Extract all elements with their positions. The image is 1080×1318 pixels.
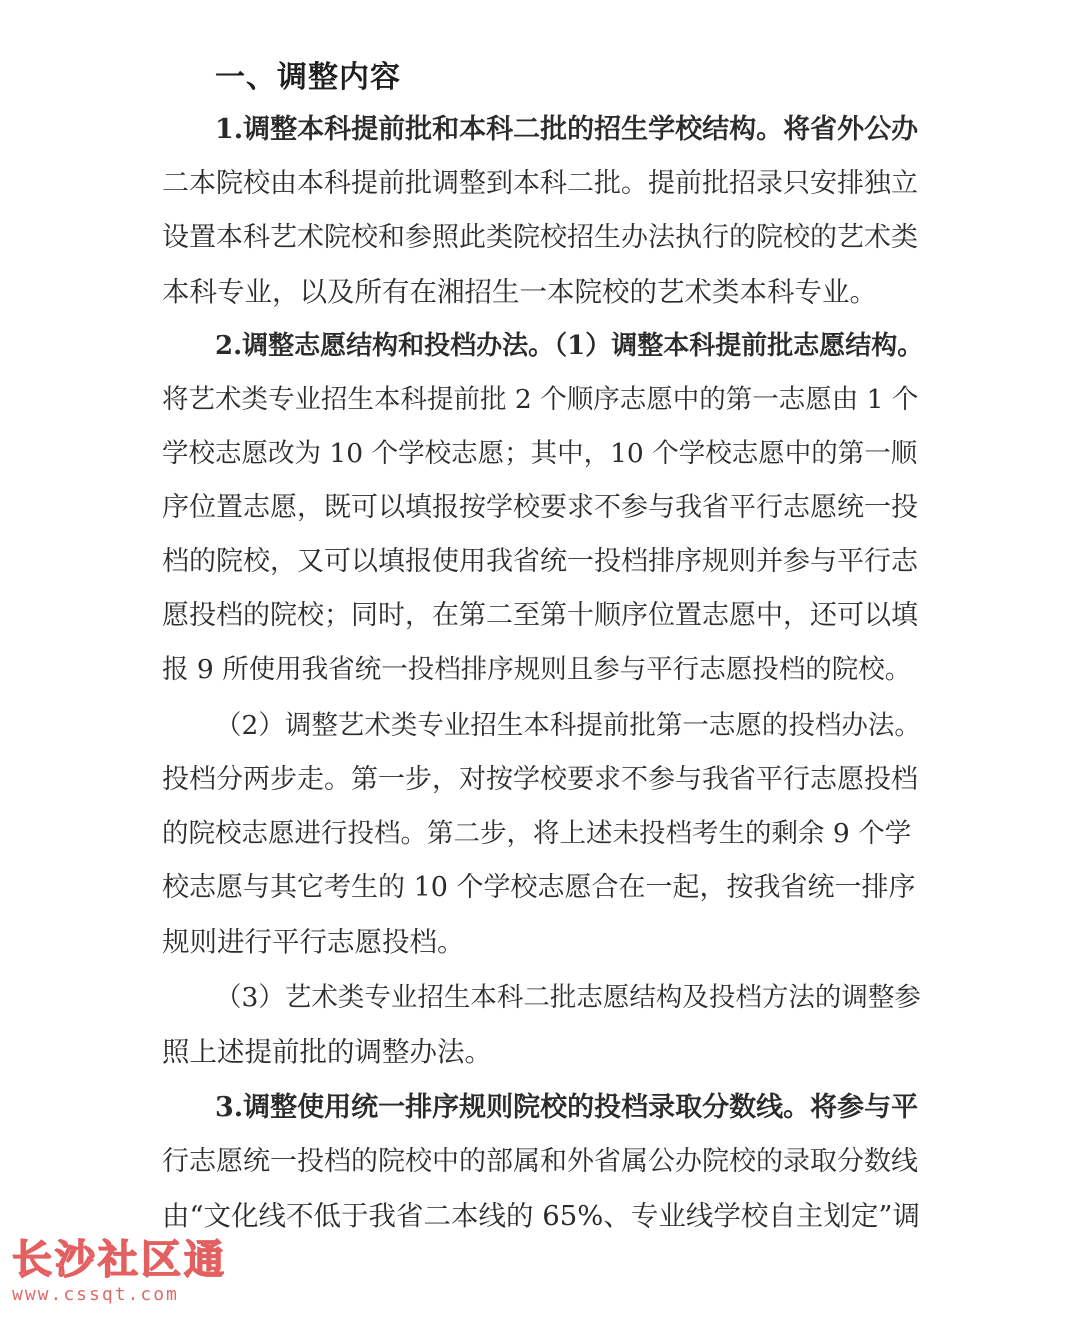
text-line: 学校志愿改为 10 个学校志愿；其中，10 个学校志愿中的第一顺 — [162, 438, 918, 469]
text-line: 由“文化线不低于我省二本线的 65%、专业线学校自主划定”调 — [162, 1200, 920, 1232]
text-line: 设置本科艺术院校和参照此类院校招生办法执行的院校的艺术类 — [162, 222, 918, 253]
watermark-url: www.cssqt.com — [12, 1284, 179, 1305]
text-line: 将艺术类专业招生本科提前批 2 个顺序志愿中的第一志愿由 1 个 — [162, 384, 919, 415]
section-heading: 一、调整内容 — [215, 60, 401, 95]
text-line: 2.调整志愿结构和投档办法。（1）调整本科提前批志愿结构。 — [215, 331, 924, 361]
text-line: （2）调整艺术类专业招生本科提前批第一志愿的投档办法。 — [215, 710, 921, 741]
text-line: 投档分两步走。第一步，对按学校要求不参与我省平行志愿投档 — [162, 764, 918, 795]
text-line: 二本院校由本科提前批调整到本科二批。提前批招录只安排独立 — [162, 168, 918, 199]
watermark-title: 长沙社区通 — [12, 1237, 227, 1283]
text-line: 规则进行平行志愿投档。 — [162, 926, 465, 958]
text-line: 序位置志愿，既可以填报按学校要求不参与我省平行志愿统一投 — [162, 492, 918, 523]
text-line: 本科专业，以及所有在湘招生一本院校的艺术类本科专业。 — [162, 276, 877, 308]
text-line: 行志愿统一投档的院校中的部属和外省属公办院校的录取分数线 — [162, 1146, 918, 1177]
text-line: 3.调整使用统一排序规则院校的投档录取分数线。将参与平 — [215, 1092, 919, 1123]
text-line: 的院校志愿进行投档。第二步，将上述未投档考生的剩余 9 个学 — [162, 818, 912, 849]
text-line: 档的院校，又可以填报使用我省统一投档排序规则并参与平行志 — [162, 546, 918, 577]
text-line: 报 9 所使用我省统一投档排序规则且参与平行志愿投档的院校。 — [162, 654, 912, 685]
watermark — [12, 1236, 227, 1306]
text-line: 校志愿与其它考生的 10 个学校志愿合在一起，按我省统一排序 — [162, 872, 916, 903]
text-line: 1.调整本科提前批和本科二批的招生学校结构。将省外公办 — [215, 114, 919, 145]
text-line: 照上述提前批的调整办法。 — [162, 1036, 492, 1068]
text-line: 愿投档的院校；同时，在第二至第十顺序位置志愿中，还可以填 — [162, 600, 918, 631]
text-line: （3）艺术类专业招生本科二批志愿结构及投档方法的调整参 — [215, 982, 921, 1013]
